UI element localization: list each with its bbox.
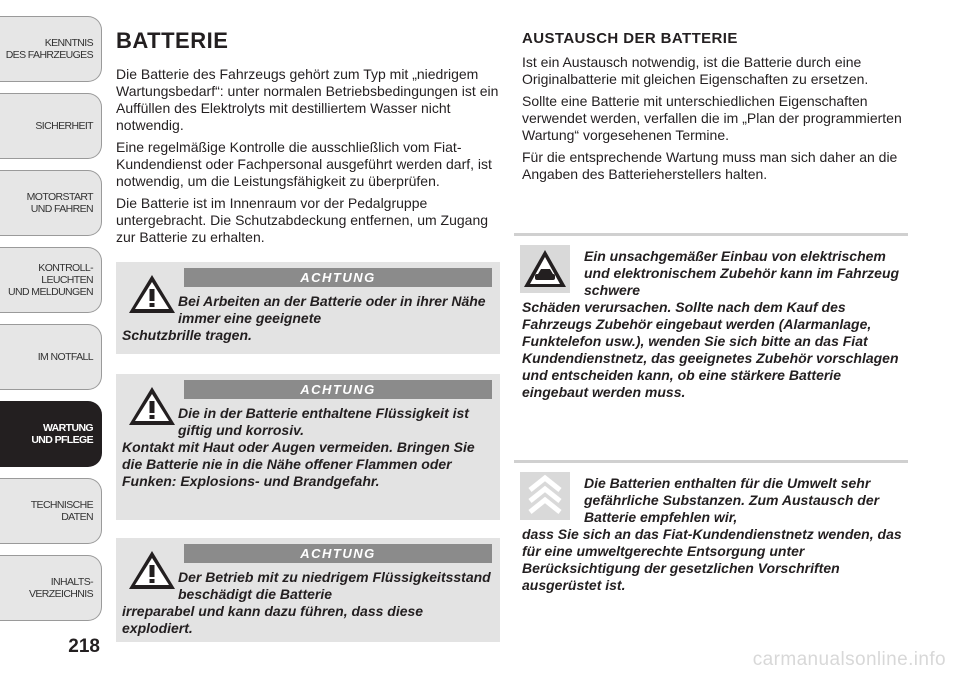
right-column <box>522 30 910 188</box>
page-number: 218 <box>68 636 100 657</box>
tab-kenntnis-des-fahrzeuges[interactable]: KENNTNIS DES FAHRZEUGES <box>0 16 102 82</box>
warning-header: ACHTUNG <box>184 544 492 563</box>
warning-text: Die in der Batterie enthaltene Flüssigkeit ist giftig und korrosiv. Kontakt mit Haut oder Augen vermeiden. Bringen Sie die Batterie nie in die Nähe offener Flammen oder Funken: Explosions- und Brandgefahr. <box>122 405 475 489</box>
tab-sicherheit[interactable]: SICHERHEIT <box>0 93 102 159</box>
watermark-text: carmanualsonline.info <box>752 649 946 670</box>
warning-text: Der Betrieb mit zu niedrigem Flüssigkeitsstand beschädigt die Batterie irreparabel und kann dazu führen, dass diese explodiert. <box>122 569 491 636</box>
paragraph: Sollte eine Batterie mit unterschiedlichen Eigenschaften verwendet werden, verfallen die im „Plan der programmierten Wartung“ vorgesehenen Termine. <box>522 93 902 143</box>
paragraph: Die Batterie ist im Innenraum vor der Pedalgruppe untergebracht. Die Schutzabdeckung entfernen, um Zugang zur Batterie zu erhalten. <box>116 195 489 245</box>
tab-im-notfall[interactable]: IM NOTFALL <box>0 324 102 390</box>
paragraph: Für die entsprechende Wartung muss man sich daher an die Angaben des Batterieherstellers halten. <box>522 149 898 182</box>
warning-box-low-fluid <box>116 538 500 642</box>
paragraph: Ist ein Austausch notwendig, ist die Batterie durch eine Originalbatterie mit gleichen Eigenschaften zu ersetzen. <box>522 54 869 87</box>
sidebar-tabs <box>0 0 106 677</box>
tab-kontrollleuchten-und-meldungen[interactable]: KONTROLL- LEUCHTEN UND MELDUNGEN <box>0 247 102 313</box>
note-box-accessories <box>514 233 908 401</box>
tab-motorstart-und-fahren[interactable]: MOTORSTART UND FAHREN <box>0 170 102 236</box>
note-box-environment <box>514 460 908 594</box>
paragraph: Eine regelmäßige Kontrolle die ausschließlich vom Fiat-Kundendienst oder Fachpersonal ausgeführt werden darf, ist notwendig, um die Leistungsfähigkeit zu überprüfen. <box>116 139 492 189</box>
environment-icon <box>520 472 570 520</box>
warning-box-toxic-liquid <box>116 374 500 520</box>
paragraph: Die Batterie des Fahrzeugs gehört zum Typ mit „niedrigem Wartungsbedarf“: unter normalen Betriebsbedingungen ist ein Auffüllen des Elektrolyts mit destilliertem Wasser nicht notwendig. <box>116 66 499 133</box>
section-title-austausch: AUSTAUSCH DER BATTERIE <box>522 30 738 47</box>
warning-text: Bei Arbeiten an der Batterie oder in ihrer Nähe immer eine geeignete Schutzbrille tragen. <box>122 293 486 343</box>
warning-triangle-icon <box>126 272 178 316</box>
section-title-batterie: BATTERIE <box>116 28 229 53</box>
warning-header: ACHTUNG <box>184 268 492 287</box>
car-warning-icon <box>520 245 570 293</box>
note-text: Die Batterien enthalten für die Umwelt sehr gefährliche Substanzen. Zum Austausch der Batterie empfehlen wir, dass Sie sich an das Fiat-Kundendienstnetz wenden, das für eine umweltgerechte Entsorgung unter Berücksichtigung der gesetzlichen Vorschriften ausgerüstet ist. <box>522 475 902 593</box>
warning-triangle-icon <box>126 384 178 428</box>
left-column <box>116 28 500 251</box>
tab-technische-daten[interactable]: TECHNISCHE DATEN <box>0 478 102 544</box>
tab-inhaltsverzeichnis[interactable]: INHALTS- VERZEICHNIS <box>0 555 102 621</box>
warning-header: ACHTUNG <box>184 380 492 399</box>
warning-triangle-icon <box>126 548 178 592</box>
note-text: Ein unsachgemäßer Einbau von elektrischem und elektronischem Zubehör kann im Fahrzeug schwere Schäden verursachen. Sollte nach dem Kauf des Fahrzeugs Zubehör eingebaut werden (Alarmanlage, Funktelefon usw.), wenden Sie sich bitte an das Fiat Kundendienstnetz, das geeignetes Zubehör vorschlagen und entscheiden kann, ob eine stärkere Batterie eingebaut werden muss. <box>522 248 900 400</box>
tab-wartung-und-pflege[interactable]: WARTUNG UND PFLEGE <box>0 401 102 467</box>
warning-box-goggles <box>116 262 500 354</box>
